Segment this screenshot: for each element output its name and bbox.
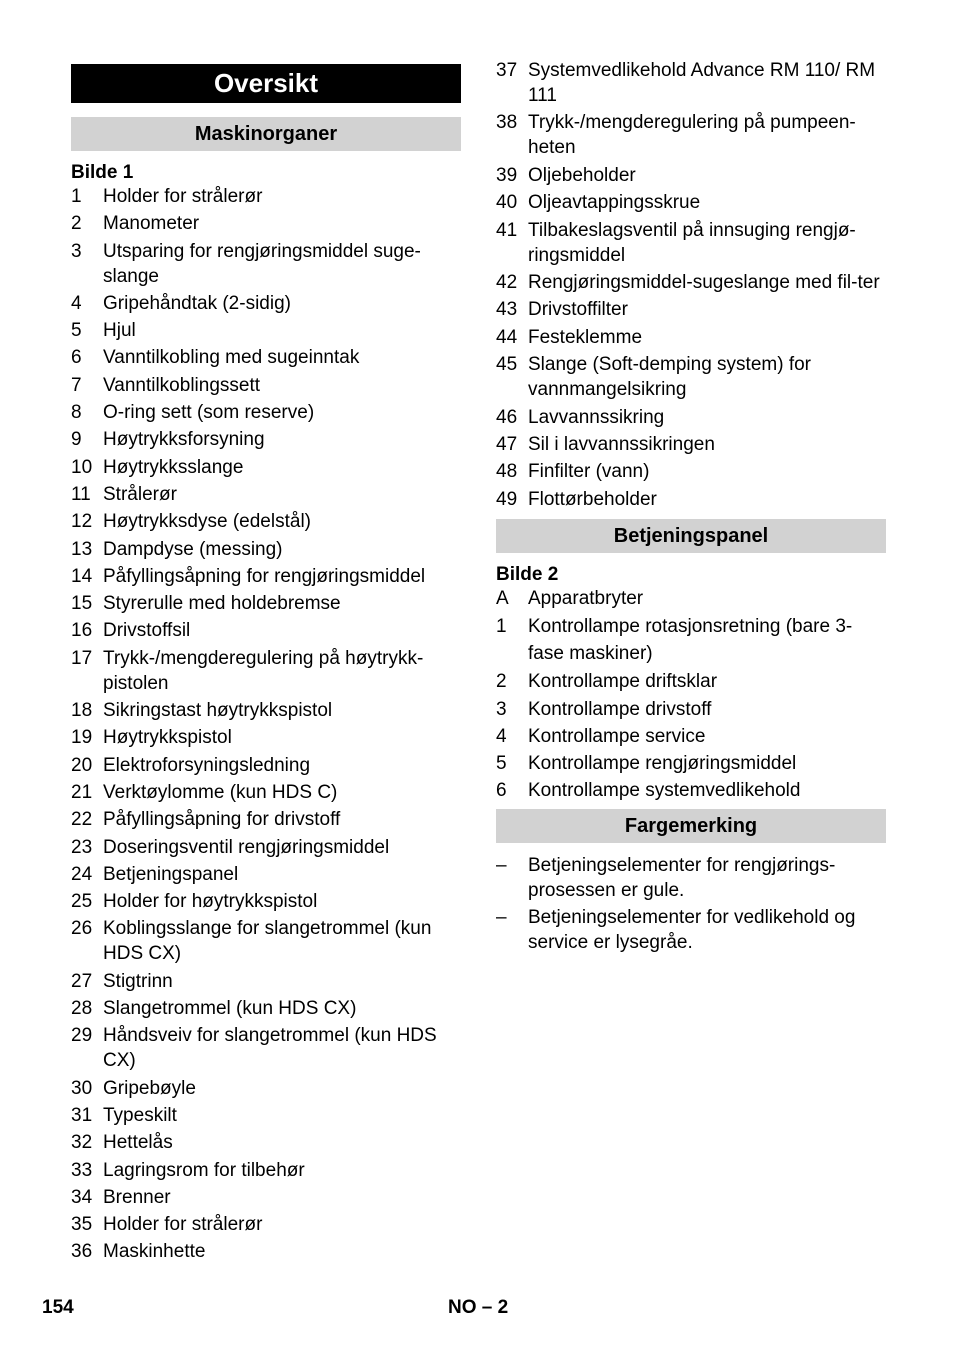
list-item: [71, 1239, 461, 1264]
item-text: Slange (Soft-demping system) for vannmangelsikring: [528, 354, 812, 401]
item-text: Høytrykksdyse (edelstål): [103, 511, 311, 533]
list-item: [71, 780, 461, 805]
list-item: [496, 432, 886, 457]
list-item: [496, 325, 886, 350]
item-text: Stigtrinn: [103, 970, 173, 992]
list-item: [71, 1185, 461, 1210]
item-text: Dampdyse (messing): [103, 538, 283, 560]
machine-parts-list-continued: [496, 58, 886, 512]
item-text: Høytrykksforsyning: [103, 429, 265, 451]
item-text: Strålerør: [103, 483, 177, 505]
item-number: 6: [71, 347, 82, 369]
item-text: Holder for strålerør: [103, 1214, 263, 1236]
item-text: Kontrollampe systemvedlikehold: [528, 780, 801, 802]
item-text: Doseringsventil rengjøringsmiddel: [103, 836, 390, 858]
item-number: 20: [71, 754, 93, 776]
item-number: 25: [71, 891, 93, 913]
list-item: [496, 853, 886, 903]
list-item: [71, 753, 461, 778]
list-item: [496, 778, 886, 803]
item-text: Gripehåndtak (2-sidig): [103, 292, 291, 314]
item-text: Trykk-/mengderegulering på pumpeen-heten: [528, 112, 856, 159]
item-text: Kontrollampe rotasjonsretning (bare 3-fase maskiner): [528, 615, 853, 664]
item-number: 49: [496, 488, 518, 510]
item-number: 7: [71, 374, 82, 396]
list-item: [496, 352, 886, 402]
item-number: 2: [496, 671, 507, 693]
item-text: Elektroforsyningsledning: [103, 754, 311, 776]
list-item: [71, 835, 461, 860]
item-text: Holder for høytrykkspistol: [103, 891, 318, 913]
item-text: Holder for strålerør: [103, 186, 263, 207]
list-item: [71, 591, 461, 616]
list-item: [496, 487, 886, 512]
list-item: [71, 184, 461, 209]
item-text: Kontrollampe driftsklar: [528, 671, 718, 693]
list-item: [71, 916, 461, 966]
item-number: 3: [496, 698, 507, 720]
list-item: [71, 996, 461, 1021]
list-item: [496, 58, 886, 108]
item-text: Drivstoffsil: [103, 620, 191, 642]
item-number: 46: [496, 406, 518, 428]
list-item: [71, 1076, 461, 1101]
list-item: [71, 291, 461, 316]
item-number: 40: [496, 192, 518, 214]
item-number: 45: [496, 354, 518, 376]
item-text: Slangetrommel (kun HDS CX): [103, 998, 357, 1020]
page-code: NO – 2: [448, 1297, 509, 1318]
item-number: 10: [71, 456, 93, 478]
list-item: [71, 969, 461, 994]
list-item: [496, 724, 886, 749]
item-number: 18: [71, 700, 93, 722]
list-item: [496, 405, 886, 430]
item-text: Høytrykksslange: [103, 456, 244, 478]
figure-label-2: Bilde 2: [496, 563, 559, 585]
item-number: 31: [71, 1104, 93, 1126]
item-number: 11: [71, 483, 91, 505]
item-number: 36: [71, 1241, 93, 1263]
item-number: 16: [71, 620, 93, 642]
list-item: [496, 697, 886, 722]
page-title: Oversikt: [71, 64, 461, 103]
item-number: 8: [71, 402, 82, 424]
item-number: 35: [71, 1214, 93, 1236]
item-number: 2: [71, 213, 82, 235]
item-text: Oljeavtappingsskrue: [528, 192, 701, 214]
item-number: 47: [496, 433, 518, 455]
item-number: 32: [71, 1132, 93, 1154]
item-number: 42: [496, 271, 518, 293]
item-text: Gripebøyle: [103, 1077, 196, 1099]
item-text: Høytrykkspistol: [103, 727, 232, 749]
item-text: Kontrollampe drivstoff: [528, 698, 712, 720]
item-text: Systemvedlikehold Advance RM 110/ RM 111: [528, 60, 876, 106]
item-number: 30: [71, 1077, 93, 1099]
list-item: [71, 1103, 461, 1128]
item-number: 43: [496, 299, 518, 321]
left-column: [71, 58, 461, 1267]
item-text: Festeklemme: [528, 326, 643, 348]
item-number: 29: [71, 1025, 93, 1047]
list-item: [496, 905, 886, 955]
item-text: Manometer: [103, 213, 200, 235]
list-item: [71, 211, 461, 236]
item-text: Drivstoffilter: [528, 299, 628, 321]
item-number: 41: [496, 219, 518, 241]
item-number: 21: [71, 781, 93, 803]
item-number: 37: [496, 60, 518, 81]
item-number: 34: [71, 1186, 93, 1208]
item-text: Betjeningselementer for rengjørings-prosessen er gule.: [528, 855, 836, 902]
item-number: 1: [496, 615, 507, 637]
list-item: [71, 239, 461, 289]
item-number: 39: [496, 164, 518, 186]
section-heading-betjeningspanel: Betjeningspanel: [496, 519, 886, 553]
list-item: [71, 618, 461, 643]
item-text: Flottørbeholder: [528, 488, 657, 510]
list-item: [496, 297, 886, 322]
list-item: [71, 400, 461, 425]
item-text: Koblingsslange for slangetrommel (kun HDS CX): [103, 918, 432, 965]
item-number: 17: [71, 647, 93, 669]
figure-label-1: Bilde 1: [71, 162, 134, 183]
item-number: 24: [71, 863, 93, 885]
item-number: 4: [71, 292, 82, 314]
item-number: 9: [71, 429, 82, 451]
item-text: Utsparing for rengjøringsmiddel suge-slange: [103, 240, 421, 287]
item-number: 14: [71, 565, 93, 587]
item-number: 28: [71, 998, 93, 1020]
list-item: [71, 455, 461, 480]
list-item: [71, 537, 461, 562]
list-item: [71, 1158, 461, 1183]
item-text: Håndsveiv for slangetrommel (kun HDS CX): [103, 1025, 437, 1072]
item-number: 22: [71, 809, 93, 831]
page-number: 154: [42, 1297, 74, 1318]
item-text: Betjeningselementer for vedlikehold og service er lysegråe.: [528, 907, 856, 954]
list-item: [71, 1212, 461, 1237]
item-number: 26: [71, 918, 93, 940]
item-text: O-ring sett (som reserve): [103, 402, 315, 424]
list-item: [71, 318, 461, 343]
item-text: Vanntilkobling med sugeinntak: [103, 347, 360, 369]
list-item: [71, 427, 461, 452]
item-text: Styrerulle med holdebremse: [103, 593, 341, 615]
list-item: [71, 1130, 461, 1155]
list-item: [496, 669, 886, 694]
item-text: Sikringstast høytrykkspistol: [103, 700, 333, 722]
machine-parts-list: [71, 184, 461, 1264]
item-text: Påfyllingsåpning for drivstoff: [103, 809, 341, 831]
list-item: [496, 751, 886, 776]
list-item: [71, 1023, 461, 1073]
item-text: Tilbakeslagsventil på innsuging rengjø-ringsmiddel: [528, 219, 856, 266]
list-item: [71, 509, 461, 534]
list-item: [496, 218, 886, 268]
item-number: 5: [71, 320, 82, 342]
item-text: Hjul: [103, 320, 136, 342]
list-item: [496, 110, 886, 160]
list-item: [71, 807, 461, 832]
item-text: Kontrollampe service: [528, 725, 706, 747]
item-number: 48: [496, 461, 518, 483]
item-text: Typeskilt: [103, 1104, 177, 1126]
right-column: [496, 58, 886, 957]
item-text: Sil i lavvannssikringen: [528, 433, 715, 455]
item-number: 4: [496, 725, 507, 747]
item-number: 38: [496, 112, 518, 134]
item-text: Betjeningspanel: [103, 863, 239, 885]
list-item: [71, 345, 461, 370]
list-item: [496, 190, 886, 215]
list-item: [71, 373, 461, 398]
list-item: [496, 459, 886, 484]
list-item: [71, 862, 461, 887]
item-text: Kontrollampe rengjøringsmiddel: [528, 753, 797, 775]
item-number: 19: [71, 727, 93, 749]
section-heading-maskinorganer: Maskinorganer: [71, 117, 461, 151]
item-number: 15: [71, 593, 93, 615]
list-item: [71, 889, 461, 914]
item-number: 44: [496, 326, 518, 348]
item-number: 23: [71, 836, 93, 858]
list-item: [496, 270, 886, 295]
section-heading-fargemerking: Fargemerking: [496, 809, 886, 843]
list-item: [71, 725, 461, 750]
item-number: 5: [496, 753, 507, 775]
list-item: [496, 163, 886, 188]
control-panel-list: [496, 586, 886, 804]
list-item: [496, 613, 886, 667]
list-item: [71, 646, 461, 696]
item-number: 13: [71, 538, 93, 560]
item-number: 12: [71, 511, 93, 533]
color-coding-list: [496, 853, 886, 955]
item-text: Lagringsrom for tilbehør: [103, 1159, 305, 1181]
item-text: Rengjøringsmiddel-sugeslange med fil-ter: [528, 271, 880, 293]
list-item: [71, 698, 461, 723]
item-text: Oljebeholder: [528, 164, 636, 186]
item-number: 3: [71, 240, 82, 262]
item-number: 1: [71, 186, 82, 207]
item-number: –: [496, 907, 507, 929]
item-number: A: [496, 587, 509, 609]
item-number: 33: [71, 1159, 93, 1181]
list-item: [71, 564, 461, 589]
item-text: Apparatbryter: [528, 587, 644, 609]
item-text: Vanntilkoblingssett: [103, 374, 261, 396]
item-number: –: [496, 855, 507, 877]
item-text: Lavvannssikring: [528, 406, 665, 428]
item-number: 6: [496, 780, 507, 802]
item-text: Hettelås: [103, 1132, 173, 1154]
item-text: Finfilter (vann): [528, 461, 650, 483]
list-item: [496, 586, 886, 611]
item-text: Brenner: [103, 1186, 171, 1208]
list-item: [71, 482, 461, 507]
item-text: Maskinhette: [103, 1241, 206, 1263]
item-number: 27: [71, 970, 93, 992]
item-text: Verktøylomme (kun HDS C): [103, 781, 338, 803]
item-text: Påfyllingsåpning for rengjøringsmiddel: [103, 565, 426, 587]
item-text: Trykk-/mengderegulering på høytrykk-pistolen: [103, 647, 424, 694]
